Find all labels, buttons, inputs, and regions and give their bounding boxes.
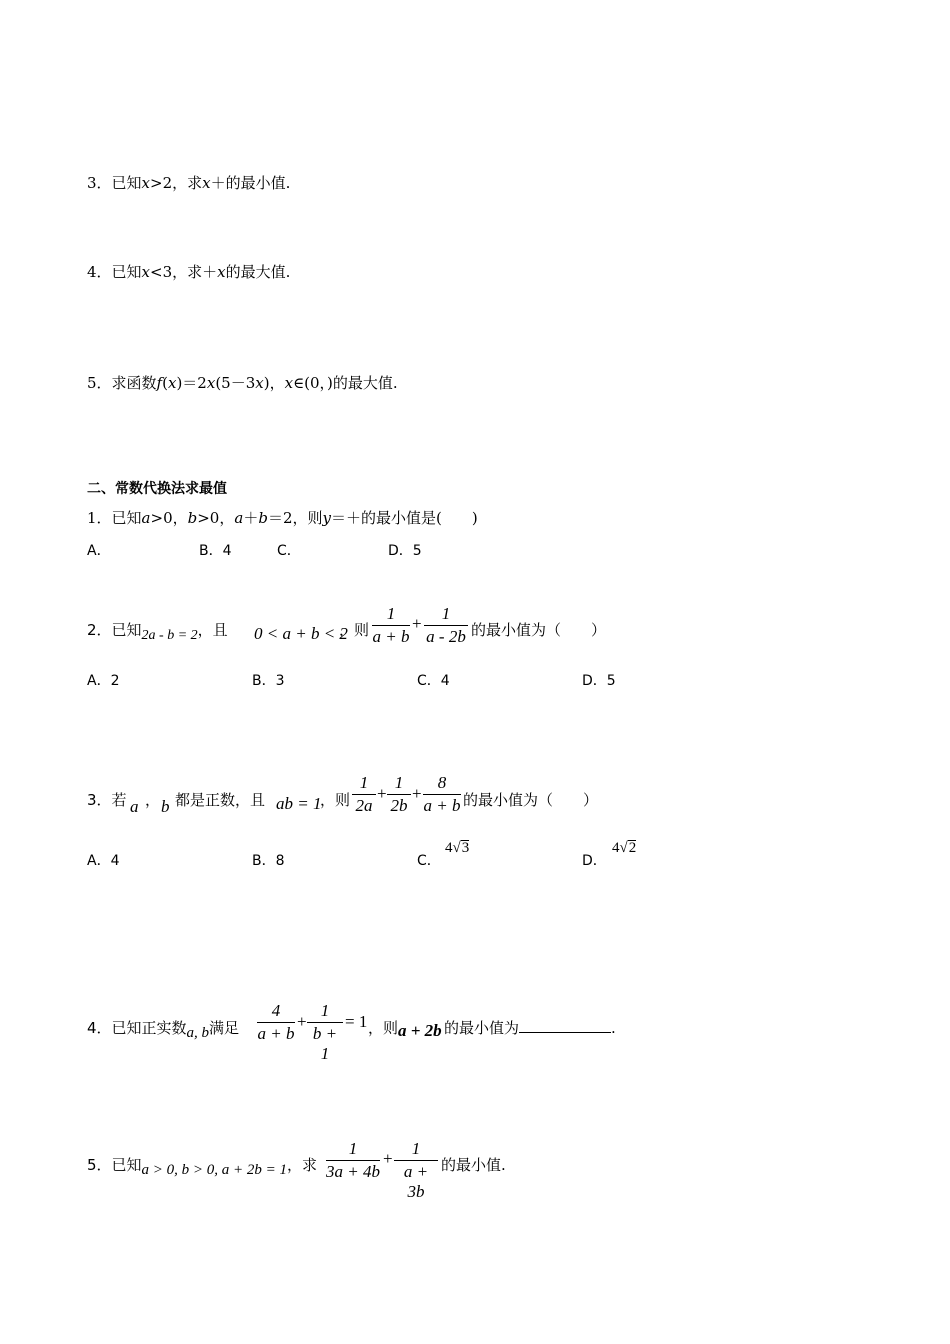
s2q1-option-d: D．5 — [388, 543, 422, 559]
s2q1-option-a: A． — [87, 543, 111, 559]
section-heading: 二、常数代换法求最值 — [87, 481, 227, 497]
question-5: 5．求函数f(x)＝2x(5－3x)，x∈(0，)的最大值. — [87, 374, 398, 392]
question-4: 4．已知x<3，求＋x的最大值. — [87, 263, 291, 281]
s2q1-option-b: B．4 — [199, 543, 232, 559]
s2q3-frac-1: 1 2a — [352, 773, 376, 816]
s2q2-range: 0 < a + b < 2 — [254, 624, 348, 643]
s2q3-option-b: B．8 — [252, 853, 285, 869]
question-3: 3．已知x>2，求x＋的最小值. — [87, 174, 291, 192]
s2q3-plus-1: + — [377, 784, 387, 803]
s2q5-frac-1: 1 3a + 4b — [326, 1139, 380, 1181]
s2q2-frac-2: 1 a - 2b — [424, 604, 468, 647]
s2q2-tail: 的最小值为（ ） — [471, 621, 607, 639]
s2q4-then: ，则 — [368, 1019, 399, 1037]
sqrt-icon: √ — [452, 840, 461, 856]
s2q4-expr: a + 2b — [398, 1021, 442, 1040]
s2q2-then: ，则 — [339, 621, 370, 639]
s2q4-frac-2: 1 b + 1 — [307, 1001, 343, 1064]
s2q3-tail: 的最小值为（ ） — [463, 791, 599, 809]
s2q4-frac-1: 4 a + b — [257, 1001, 295, 1043]
s2-question-3: 3．若 — [87, 791, 127, 809]
s2q3-option-d-value: 4√2 — [612, 840, 637, 856]
s2q4-tail: 的最小值为 . — [444, 1019, 616, 1037]
s2q2-frac-1: 1 a + b — [372, 604, 410, 646]
s2-question-2: 2．已知2a - b = 2，且 — [87, 621, 228, 643]
s2q2-option-d: D．5 — [582, 673, 616, 689]
s2-question-1: 1．已知a>0，b>0，a＋b＝2，则y＝＋的最小值是( ) — [87, 509, 478, 527]
s2q3-frac-2: 1 2b — [387, 773, 411, 816]
sqrt-icon: √ — [619, 840, 628, 856]
s2q3-var-b: b — [161, 797, 170, 816]
s2q3-then: ，则 — [320, 791, 351, 809]
s2q3-option-c-value: 4√3 — [445, 840, 470, 856]
s2q2-plus: + — [412, 614, 422, 633]
s2q3-option-c: C． — [417, 853, 441, 869]
s2q3-option-d: D． — [582, 853, 607, 869]
s2q3-var-a: a — [130, 797, 139, 816]
s2q1-option-c: C． — [277, 543, 301, 559]
s2q3-frac-3: 8 a + b — [423, 773, 461, 815]
s2q5-tail: 的最小值. — [441, 1156, 506, 1174]
s2q3-sep: ， — [145, 791, 161, 809]
s2q5-plus: + — [383, 1149, 393, 1168]
s2q2-option-a: A．2 — [87, 673, 120, 689]
s2q4-plus: + — [297, 1012, 307, 1031]
s2-question-4: 4．已知正实数a, b满足 — [87, 1019, 240, 1041]
s2q4-eq: = 1 — [345, 1012, 368, 1031]
s2q5-frac-2: 1 a + 3b — [394, 1139, 438, 1202]
answer-blank[interactable] — [519, 1018, 611, 1033]
s2q2-option-c: C．4 — [417, 673, 450, 689]
s2q2-option-b: B．3 — [252, 673, 285, 689]
s2q3-option-a: A．4 — [87, 853, 120, 869]
s2-question-5: 5．已知a > 0, b > 0, a + 2b = 1，求 — [87, 1156, 318, 1178]
s2q3-plus-2: + — [412, 784, 422, 803]
s2q3-mid: 都是正数，且 — [175, 791, 266, 809]
s2q3-cond: ab = 1 — [276, 794, 322, 813]
